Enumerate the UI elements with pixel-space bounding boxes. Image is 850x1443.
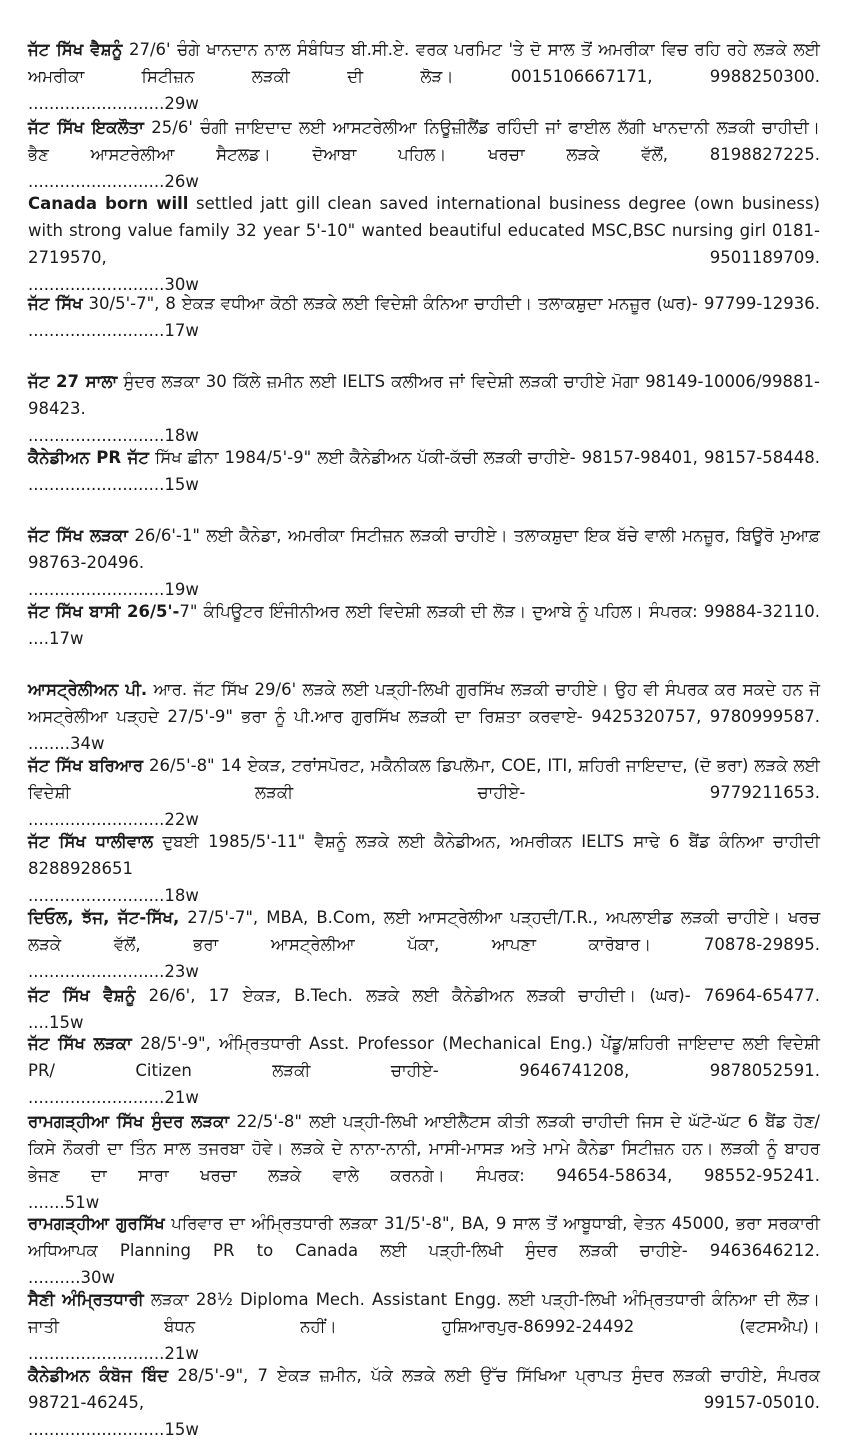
ad-reference: ....15w bbox=[28, 1013, 84, 1032]
ad-reference: ..........................18w bbox=[28, 886, 199, 905]
classified-ad bbox=[28, 676, 820, 757]
ad-body: 26/6'-1" ਲਈ ਕੈਨੇਡਾ, ਅਮਰੀਕਾ ਸਿਟੀਜ਼ਨ ਲੜਕੀ ਚਾਹੀਏ। ਤਲਾਕਸ਼ੁਦਾ ਇਕ ਬੱਚੇ ਵਾਲੀ ਮਨਜ਼ੂਰ, ਬਿਊਰੋ ਮੁਆਫ਼ 98763-20496. bbox=[28, 526, 820, 572]
ad-reference: ..........................19w bbox=[28, 580, 199, 599]
classifieds-page bbox=[28, 0, 820, 1442]
ad-body: settled jatt gill clean saved international business degree (own business) with strong value family 32 year 5'-10" wanted beautiful educated MSC,BSC nursing girl 0181-2719570, 9501189709. bbox=[28, 194, 820, 267]
classified-ad bbox=[28, 36, 820, 117]
ad-reference: ..........................18w bbox=[28, 426, 199, 445]
ad-lead: ਜੱਟ ਸਿੱਖ ਬਾਸੀ 26/5'- bbox=[28, 602, 180, 621]
ad-lead: ਜੱਟ ਸਿੱਖ ਵੈਸ਼ਨੂੰ bbox=[28, 40, 123, 59]
ad-body: 27/5'-7", MBA, B.Com, ਲਈ ਆਸਟ੍ਰੇਲੀਆ ਪੜ੍ਹਦੀ/T.R., ਅਪਲਾਈਡ ਲੜਕੀ ਚਾਹੀਏ। ਖਰਚ ਲੜਕੇ ਵੱਲੋਂ, ਭਰਾ ਆਸਟ੍ਰੇਲੀਆ ਪੱਕਾ, ਆਪਣਾ ਕਾਰੋਬਾਰ। 70878-29895. bbox=[28, 908, 820, 954]
ad-reference: ..........................17w bbox=[28, 321, 199, 340]
ad-lead: ਆਸਟ੍ਰੇਲੀਅਨ ਪੀ. bbox=[28, 680, 148, 699]
ad-lead: ਜੱਟ ਸਿੱਖ ਬਰਿਆਰ bbox=[28, 756, 144, 775]
ad-reference: .......51w bbox=[28, 1193, 100, 1212]
ad-body: 28/5'-9", 7 ਏਕੜ ਜ਼ਮੀਨ, ਪੱਕੇ ਲੜਕੇ ਲਈ ਉੱਚ ਸਿੱਖਿਆ ਪ੍ਰਾਪਤ ਸੁੰਦਰ ਲੜਕੀ ਚਾਹੀਏ, ਸੰਪਰਕ 98721-46245, 99157-05010. bbox=[28, 1366, 820, 1412]
ad-body: 25/6' ਚੰਗੀ ਜਾਇਦਾਦ ਲਈ ਆਸਟਰੇਲੀਆ ਨਿਊਜ਼ੀਲੈਂਡ ਰਹਿੰਦੀ ਜਾਂ ਫਾਈਲ ਲੱਗੀ ਖਾਨਦਾਨੀ ਲੜਕੀ ਚਾਹੀਦੀ। ਭੈਣ ਆਸਟਰੇਲੀਆ ਸੈਟਲਡ। ਦੋਆਬਾ ਪਹਿਲ। ਖਰਚਾ ਲੜਕੇ ਵੱਲੋਂ, 8198827225. bbox=[28, 118, 821, 164]
classified-ad bbox=[28, 1108, 820, 1216]
classified-ad bbox=[28, 114, 820, 195]
classified-ad bbox=[28, 752, 820, 833]
classified-ad bbox=[28, 1286, 820, 1367]
classified-ad bbox=[28, 982, 820, 1036]
ad-reference: ..........................22w bbox=[28, 810, 199, 829]
classified-ad bbox=[28, 368, 820, 449]
ad-reference: ........34w bbox=[28, 734, 105, 753]
classified-ad bbox=[28, 522, 820, 603]
ad-body: 30/5'-7", 8 ਏਕੜ ਵਧੀਆ ਕੋਠੀ ਲੜਕੇ ਲਈ ਵਿਦੇਸ਼ੀ ਕੰਨਿਆ ਚਾਹੀਦੀ। ਤਲਾਕਸ਼ੁਦਾ ਮਨਜ਼ੂਰ (ਘਰ)- 97799-12936. bbox=[82, 294, 821, 313]
classified-ad bbox=[28, 190, 820, 298]
ad-lead: ਰਾਮਗੜ੍ਹੀਆ ਸਿੱਖ ਸੁੰਦਰ ਲੜਕਾ bbox=[28, 1112, 230, 1131]
ad-lead: ਜੱਟ ਸਿੱਖ ਲੜਕਾ bbox=[28, 526, 128, 545]
classified-ad bbox=[28, 1362, 820, 1443]
ad-lead: ਕੈਨੇਡੀਅਨ PR ਜੱਟ bbox=[28, 448, 149, 467]
ad-reference: ..........................21w bbox=[28, 1344, 199, 1363]
ad-lead: ਜੱਟ ਸਿੱਖ ਧਾਲੀਵਾਲ bbox=[28, 832, 154, 851]
ad-reference: ..........................15w bbox=[28, 475, 199, 494]
ad-body: ਸਿੱਖ ਛੀਨਾ 1984/5'-9" ਲਈ ਕੈਨੇਡੀਅਨ ਪੱਕੀ-ਕੱਚੀ ਲੜਕੀ ਚਾਹੀਏ- 98157-98401, 98157-58448. bbox=[148, 448, 820, 467]
ad-reference: ..........30w bbox=[28, 1268, 115, 1287]
ad-lead: ਰਾਮਗੜ੍ਹੀਆ ਗੁਰਸਿੱਖ bbox=[28, 1214, 165, 1233]
ad-lead: ਦਿਓਲ, ਝੱਜ, ਜੱਟ-ਸਿੱਖ, bbox=[28, 908, 180, 927]
ad-lead: Canada born will bbox=[28, 194, 189, 213]
ad-lead: ਕੈਨੇਡੀਅਨ ਕੰਬੋਜ ਬਿੰਦ bbox=[28, 1366, 169, 1385]
ad-body: 26/6', 17 ਏਕੜ, B.Tech. ਲੜਕੇ ਲਈ ਕੈਨੇਡੀਅਨ ਲੜਕੀ ਚਾਹੀਦੀ। (ਘਰ)- 76964-65477. bbox=[135, 986, 820, 1005]
ad-body: 7" ਕੰਪਿਊਟਰ ਇੰਜੀਨੀਅਰ ਲਈ ਵਿਦੇਸ਼ੀ ਲੜਕੀ ਦੀ ਲੋੜ। ਦੁਆਬੇ ਨੂੰ ਪਹਿਲ। ਸੰਪਰਕ: 99884-32110. bbox=[179, 602, 821, 621]
ad-lead: ਜੱਟ ਸਿੱਖ ਇਕਲੌਤਾ bbox=[28, 118, 144, 137]
ad-reference: ..........................29w bbox=[28, 94, 199, 113]
classified-ad bbox=[28, 1030, 820, 1111]
ad-reference: ..........................26w bbox=[28, 172, 199, 191]
ad-body: ਲੜਕਾ 28½ Diploma Mech. Assistant Engg. ਲਈ ਪੜ੍ਹੀ-ਲਿਖੀ ਅੰਮ੍ਰਿਤਧਾਰੀ ਕੰਨਿਆ ਦੀ ਲੋੜ। ਜਾਤੀ ਬੰਧਨ ਨਹੀਂ। ਹੁਸ਼ਿਆਰਪੁਰ-86992-24492 (ਵਟਸਐਪ)। bbox=[28, 1290, 820, 1336]
ad-lead: ਜੱਟ ਸਿੱਖ bbox=[28, 294, 83, 313]
ad-reference: ..........................21w bbox=[28, 1088, 199, 1107]
ad-reference: ..........................30w bbox=[28, 275, 199, 294]
classified-ad bbox=[28, 444, 820, 498]
classified-ad bbox=[28, 1210, 820, 1291]
classified-ad bbox=[28, 828, 820, 909]
ad-body: 26/5'-8" 14 ਏਕੜ, ਟਰਾਂਸਪੋਰਟ, ਮਕੈਨੀਕਲ ਡਿਪਲੋਮਾ, COE, ITI, ਸ਼ਹਿਰੀ ਜਾਇਦਾਦ, (ਦੋ ਭਰਾ) ਲੜਕੇ ਲਈ ਵਿਦੇਸ਼ੀ ਲੜਕੀ ਚਾਹੀਏ- 9779211653. bbox=[28, 756, 820, 802]
ad-reference: ..........................15w bbox=[28, 1420, 199, 1439]
ad-reference: ..........................23w bbox=[28, 962, 199, 981]
ad-lead: ਸੈਣੀ ਅੰਮ੍ਰਿਤਧਾਰੀ bbox=[28, 1290, 144, 1309]
ad-body: 22/5'-8" ਲਈ ਪੜ੍ਹੀ-ਲਿਖੀ ਆਈਲੈਟਸ ਕੀਤੀ ਲੜਕੀ ਚਾਹੀਦੀ ਜਿਸ ਦੇ ਘੱਟੋ-ਘੱਟ 6 ਬੈਂਡ ਹੋਣ/ਕਿਸੇ ਨੌਕਰੀ ਦਾ ਤਿੰਨ ਸਾਲ ਤਜਰਬਾ ਹੋਵੇ। ਲੜਕੇ ਦੇ ਨਾਨਾ-ਨਾਨੀ, ਮਾਸੀ-ਮਾਸੜ ਅਤੇ ਮਾਮੇ ਕੈਨੇਡਾ ਸਿਟੀਜ਼ਨ ਹਨ। ਲੜਕੀ ਨੂੰ ਬਾਹਰ ਭੇਜਣ ਦਾ ਸਾਰਾ ਖਰਚਾ ਲੜਕੇ ਵਾਲੇ ਕਰਨਗੇ। ਸੰਪਰਕ: 94654-58634, 98552-95241. bbox=[28, 1112, 820, 1185]
classified-ad bbox=[28, 598, 820, 652]
ad-body: ਦੁਬਈ 1985/5'-11" ਵੈਸ਼ਨੂੰ ਲੜਕੇ ਲਈ ਕੈਨੇਡੀਅਨ, ਅਮਰੀਕਨ IELTS ਸਾਢੇ 6 ਬੈਂਡ ਕੰਨਿਆ ਚਾਹੀਦੀ 8288928651 bbox=[28, 832, 821, 878]
ad-reference: ....17w bbox=[28, 629, 84, 648]
ad-lead: ਜੱਟ ਸਿੱਖ ਵੈਸ਼ਨੂੰ bbox=[28, 986, 136, 1005]
ad-body: 27/6' ਚੰਗੇ ਖਾਨਦਾਨ ਨਾਲ ਸੰਬੰਧਿਤ ਬੀ.ਸੀ.ਏ. ਵਰਕ ਪਰਮਿਟ 'ਤੇ ਦੋ ਸਾਲ ਤੋਂ ਅਮਰੀਕਾ ਵਿਚ ਰਹਿ ਰਹੇ ਲੜਕੇ ਲਈ ਅਮਰੀਕਾ ਸਿਟੀਜ਼ਨ ਲੜਕੀ ਦੀ ਲੋੜ। 0015106667171, 9988250300. bbox=[28, 40, 820, 86]
classified-ad bbox=[28, 904, 820, 985]
ad-body: ਆਰ. ਜੱਟ ਸਿੱਖ 29/6' ਲੜਕੇ ਲਈ ਪੜ੍ਹੀ-ਲਿਖੀ ਗੁਰਸਿੱਖ ਲੜਕੀ ਚਾਹੀਏ। ਉਹ ਵੀ ਸੰਪਰਕ ਕਰ ਸਕਦੇ ਹਨ ਜੋ ਅਸਟ੍ਰੇਲੀਆ ਪੜ੍ਹਦੇ 27/5'-9" ਭਰਾ ਨੂੰ ਪੀ.ਆਰ ਗੁਰਸਿੱਖ ਲੜਕੀ ਦਾ ਰਿਸ਼ਤਾ ਕਰਵਾਏ- 9425320757, 9780999587. bbox=[28, 680, 820, 726]
ad-lead: ਜੱਟ ਸਿੱਖ ਲੜਕਾ bbox=[28, 1034, 132, 1053]
ad-body: ਪਰਿਵਾਰ ਦਾ ਅੰਮ੍ਰਿਤਧਾਰੀ ਲੜਕਾ 31/5'-8", BA, 9 ਸਾਲ ਤੋਂ ਆਬੂਧਾਬੀ, ਵੇਤਨ 45000, ਭਰਾ ਸਰਕਾਰੀ ਅਧਿਆਪਕ Planning PR to Canada ਲਈ ਪੜ੍ਹੀ-ਲਿਖੀ ਸੁੰਦਰ ਲੜਕੀ ਚਾਹੀਏ- 9463646212. bbox=[28, 1214, 821, 1260]
ad-lead: ਜੱਟ 27 ਸਾਲਾ bbox=[28, 372, 118, 391]
ad-body: ਸੁੰਦਰ ਲੜਕਾ 30 ਕਿੱਲੇ ਜ਼ਮੀਨ ਲਈ IELTS ਕਲੀਅਰ ਜਾਂ ਵਿਦੇਸ਼ੀ ਲੜਕੀ ਚਾਹੀਏ ਮੋਗਾ 98149-10006/99881-98423. bbox=[28, 372, 820, 418]
classified-ad bbox=[28, 290, 820, 344]
ad-body: 28/5'-9", ਅੰਮ੍ਰਿਤਧਾਰੀ Asst. Professor (Mechanical Eng.) ਪੇਂਡੂ/ਸ਼ਹਿਰੀ ਜਾਇਦਾਦ ਲਈ ਵਿਦੇਸ਼ੀ PR/ Citizen ਲੜਕੀ ਚਾਹੀਏ- 9646741208, 9878052591. bbox=[28, 1034, 820, 1080]
